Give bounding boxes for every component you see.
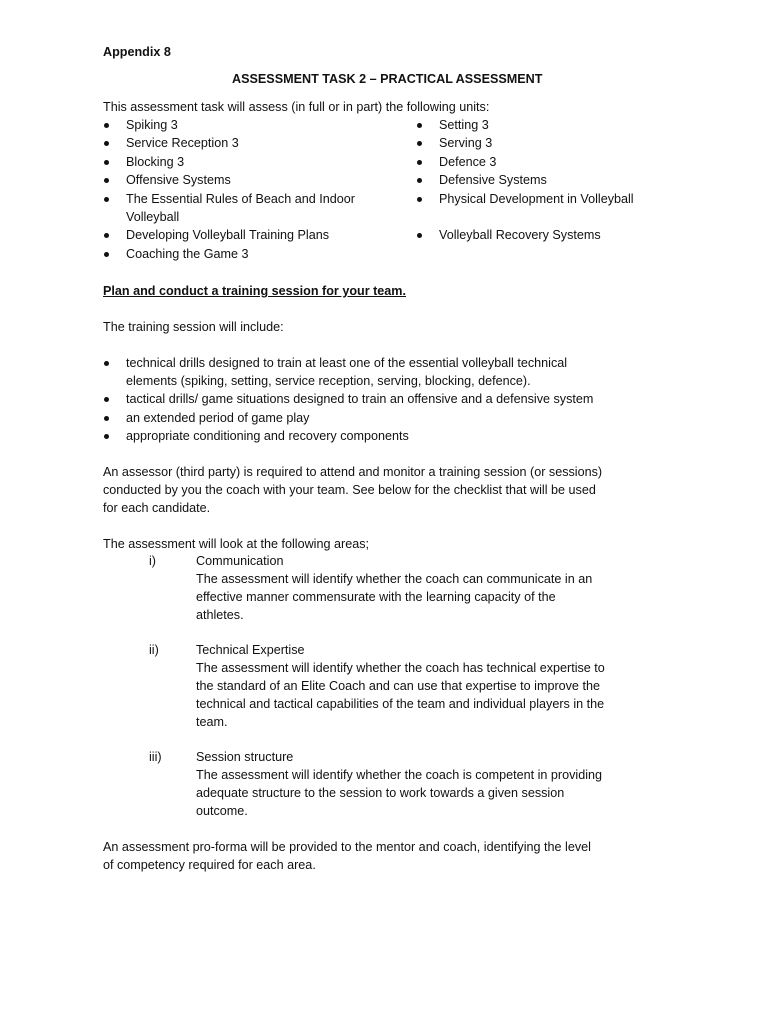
intro-text: This assessment task will assess (in full or in part) the following units: bbox=[103, 100, 490, 114]
assessor-paragraph-line: for each candidate. bbox=[103, 501, 211, 515]
closing-paragraph-line: of competency required for each area. bbox=[103, 858, 316, 872]
list-item: Defence 3 bbox=[439, 155, 497, 169]
bullet-icon bbox=[417, 197, 422, 202]
bullet-icon bbox=[417, 178, 422, 183]
bullet-icon bbox=[417, 123, 422, 128]
list-item: Coaching the Game 3 bbox=[126, 247, 249, 261]
list-item: an extended period of game play bbox=[126, 411, 310, 425]
area-line: adequate structure to the session to work towards a given session bbox=[196, 786, 565, 800]
area-line: The assessment will identify whether the coach is competent in providing bbox=[196, 768, 603, 782]
bullet-icon bbox=[104, 233, 109, 238]
area-title: Communication bbox=[196, 554, 284, 568]
section-heading: Plan and conduct a training session for your team. bbox=[103, 284, 407, 298]
list-item: Blocking 3 bbox=[126, 155, 185, 169]
list-item: Offensive Systems bbox=[126, 173, 231, 187]
area-title: Technical Expertise bbox=[196, 643, 305, 657]
bullet-icon bbox=[104, 361, 109, 366]
area-title: Session structure bbox=[196, 750, 294, 764]
list-item: Service Reception 3 bbox=[126, 136, 239, 150]
page-title: ASSESSMENT TASK 2 – PRACTICAL ASSESSMENT bbox=[232, 72, 543, 86]
area-numeral: ii) bbox=[149, 643, 159, 657]
bullet-icon bbox=[104, 416, 109, 421]
area-numeral: i) bbox=[149, 554, 156, 568]
list-item: The Essential Rules of Beach and Indoor bbox=[126, 192, 355, 206]
list-item-continuation: elements (spiking, setting, service reception, serving, blocking, defence). bbox=[126, 374, 531, 388]
assessor-paragraph-line: conducted by you the coach with your team. See below for the checklist that will be used bbox=[103, 483, 596, 497]
closing-paragraph-line: An assessment pro-forma will be provided to the mentor and coach, identifying the level bbox=[103, 840, 591, 854]
list-item: tactical drills/ game situations designed to train an offensive and a defensive system bbox=[126, 392, 594, 406]
area-line: effective manner commensurate with the learning capacity of the bbox=[196, 590, 556, 604]
bullet-icon bbox=[104, 434, 109, 439]
area-line: outcome. bbox=[196, 804, 248, 818]
list-item-continuation: Volleyball bbox=[126, 210, 180, 224]
area-numeral: iii) bbox=[149, 750, 162, 764]
appendix-label: Appendix 8 bbox=[103, 45, 171, 59]
list-item: appropriate conditioning and recovery components bbox=[126, 429, 409, 443]
list-item: Volleyball Recovery Systems bbox=[439, 228, 601, 242]
bullet-icon bbox=[417, 160, 422, 165]
area-line: the standard of an Elite Coach and can use that expertise to improve the bbox=[196, 679, 600, 693]
bullet-icon bbox=[104, 252, 109, 257]
area-line: athletes. bbox=[196, 608, 244, 622]
area-line: technical and tactical capabilities of the team and individual players in the bbox=[196, 697, 605, 711]
bullet-icon bbox=[104, 397, 109, 402]
area-line: team. bbox=[196, 715, 228, 729]
bullet-icon bbox=[417, 233, 422, 238]
bullet-icon bbox=[417, 141, 422, 146]
list-item: Spiking 3 bbox=[126, 118, 178, 132]
bullet-icon bbox=[104, 197, 109, 202]
assessor-paragraph-line: An assessor (third party) is required to attend and monitor a training session (or sessions) bbox=[103, 465, 603, 479]
areas-intro: The assessment will look at the following areas; bbox=[103, 537, 369, 551]
list-item: technical drills designed to train at least one of the essential volleyball technical bbox=[126, 356, 568, 370]
session-intro: The training session will include: bbox=[103, 320, 284, 334]
area-line: The assessment will identify whether the coach can communicate in an bbox=[196, 572, 593, 586]
bullet-icon bbox=[104, 160, 109, 165]
list-item: Developing Volleyball Training Plans bbox=[126, 228, 330, 242]
list-item: Setting 3 bbox=[439, 118, 489, 132]
bullet-icon bbox=[104, 141, 109, 146]
list-item: Defensive Systems bbox=[439, 173, 547, 187]
list-item: Physical Development in Volleyball bbox=[439, 192, 634, 206]
bullet-icon bbox=[104, 123, 109, 128]
list-item: Serving 3 bbox=[439, 136, 493, 150]
area-line: The assessment will identify whether the coach has technical expertise to bbox=[196, 661, 605, 675]
bullet-icon bbox=[104, 178, 109, 183]
